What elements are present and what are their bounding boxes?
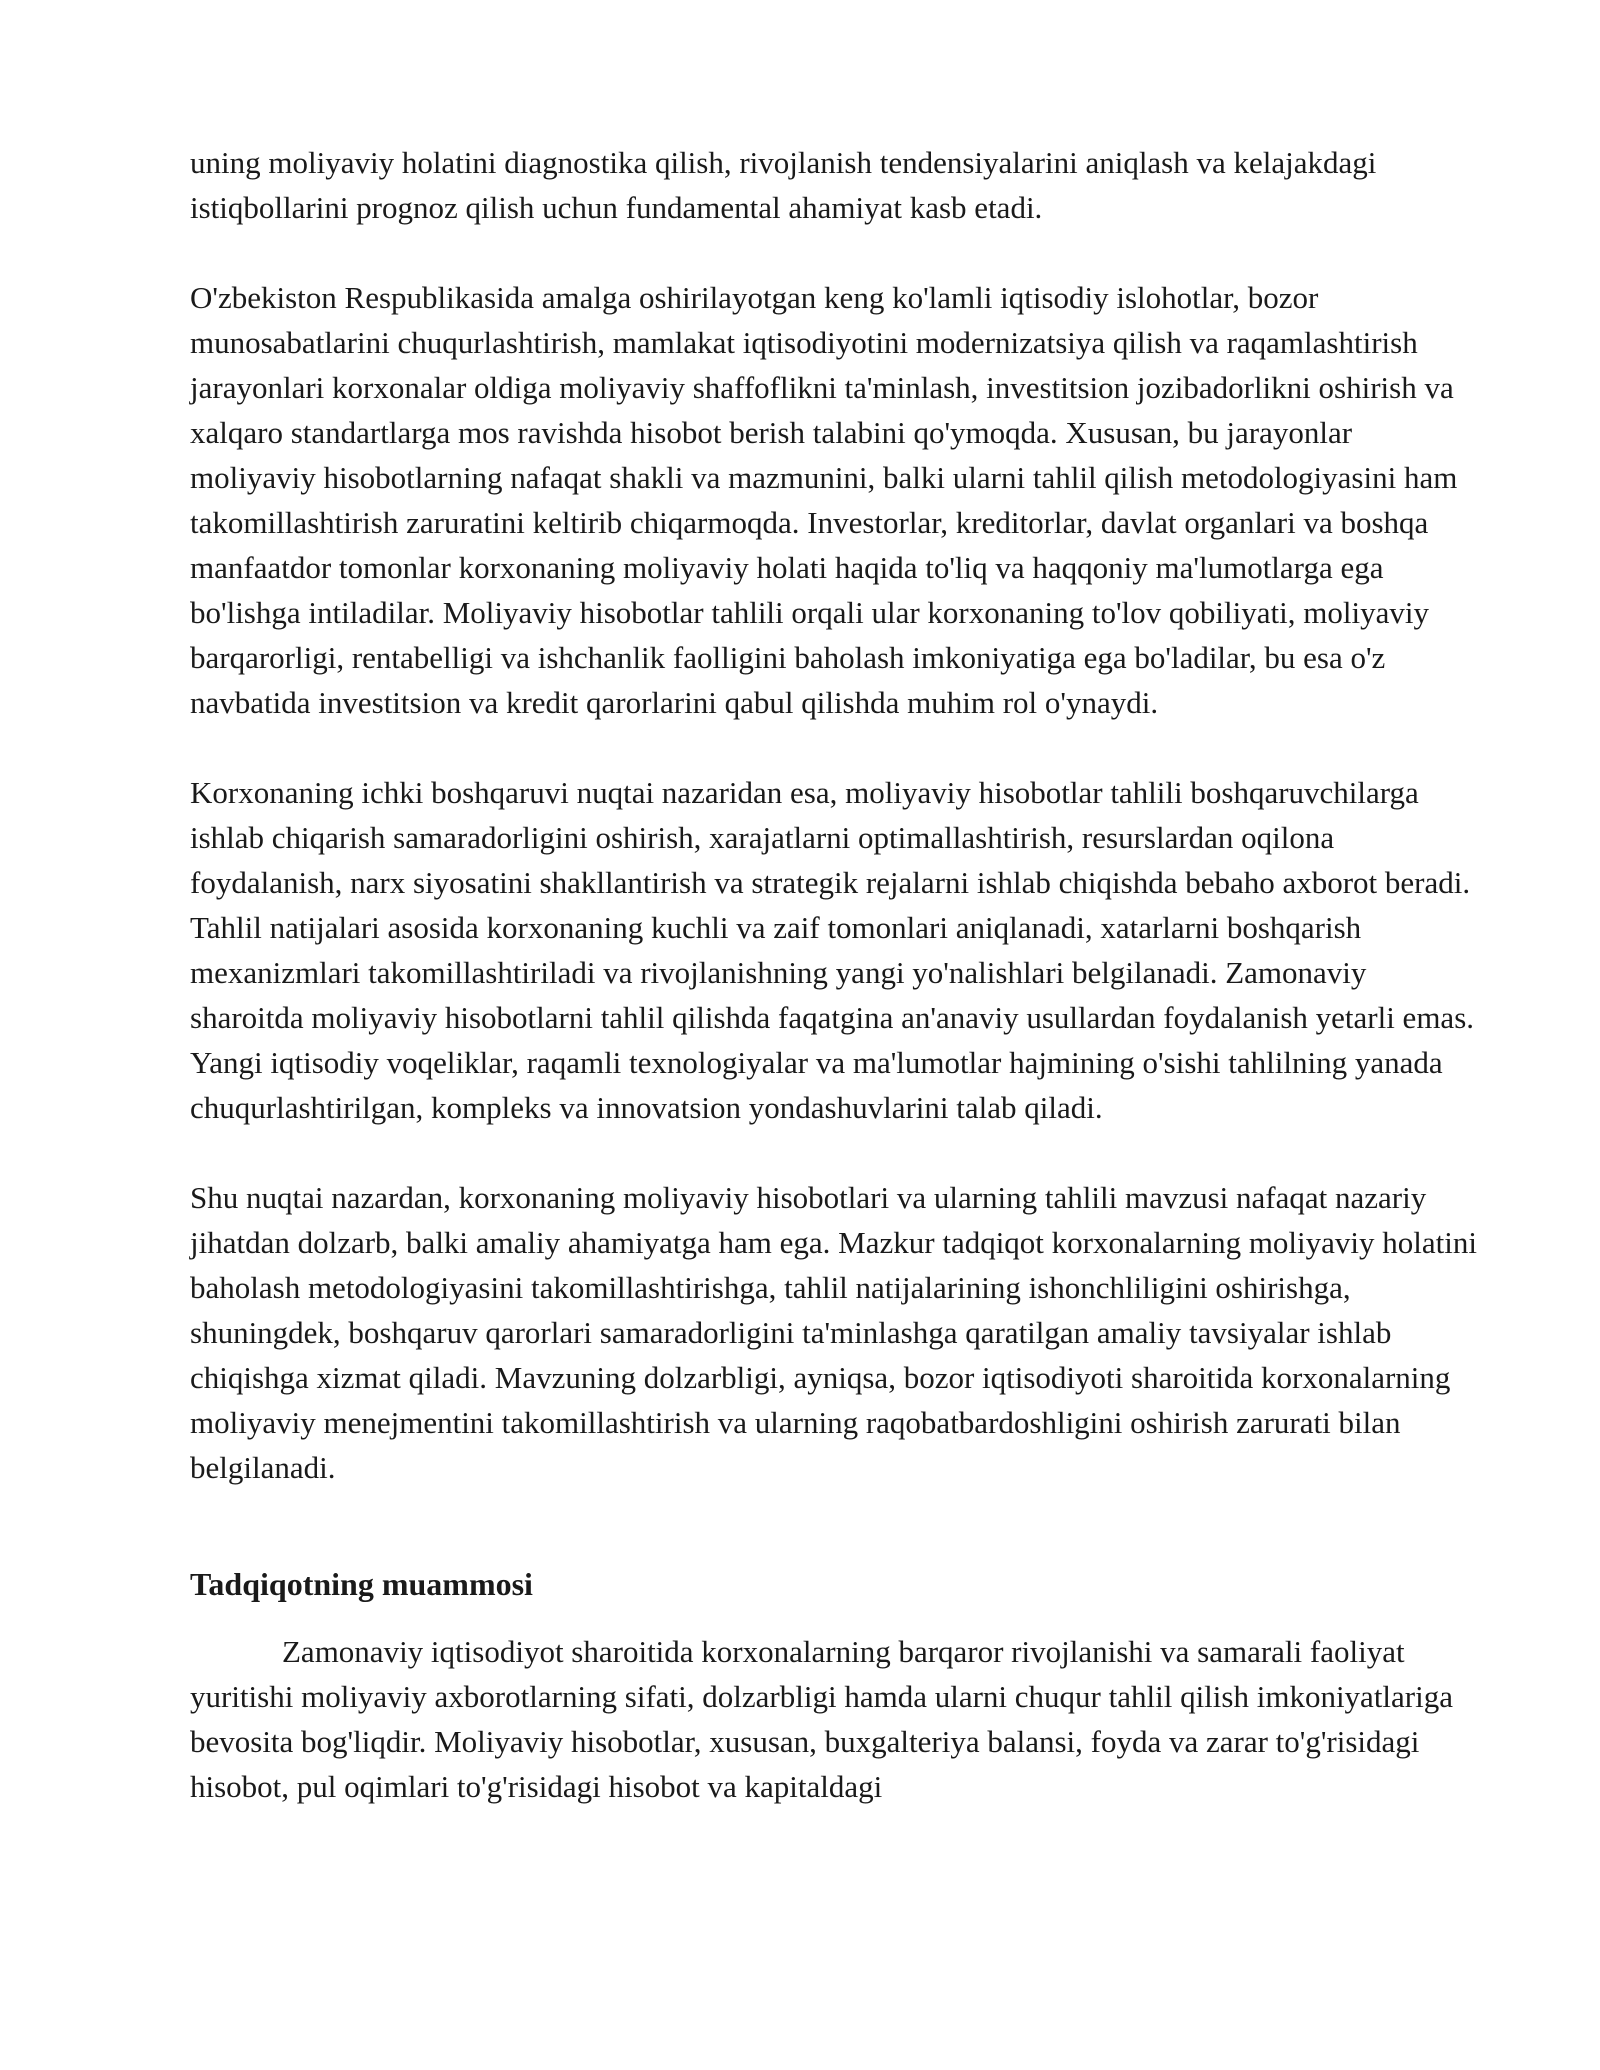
section-heading: Tadqiqotning muammosi bbox=[190, 1566, 533, 1602]
paragraph-3: Korxonaning ichki boshqaruvi nuqtai nazaridan esa, moliyaviy hisobotlar tahlili boshqaruvchilarga ishlab chiqarish samaradorligini oshirish, xarajatlarni optimallashtirish, resurslardan oqilona foydalanish, narx siyosatini shakllantirish va strategik rejalarni ishlab chiqishda bebaho axborot beradi. Tahlil natijalari asosida korxonaning kuchli va zaif tomonlari aniqlanadi, xatarlarni boshqarish mexanizmlari takomillashtiriladi va rivojlanishning yangi yo'nalishlari belgilanadi. Zamonaviy sharoitda moliyaviy hisobotlarni tahlil qilishda faqatgina an'anaviy usullardan foydalanish yetarli emas. Yangi iqtisodiy voqeliklar, raqamli texnologiyalar va ma'lumotlar hajmining o'sishi tahlilning yanada chuqurlashtirilgan, kompleks va innovatsion yondashuvlarini talab qiladi. bbox=[190, 775, 1475, 1125]
paragraph-1: uning moliyaviy holatini diagnostika qilish, rivojlanish tendensiyalarini aniqlash va kelajakdagi istiqbollarini prognoz qilish uchun fundamental ahamiyat kasb etadi. bbox=[190, 145, 1377, 225]
section-paragraph: Zamonaviy iqtisodiyot sharoitida korxonalarning barqaror rivojlanishi va samarali faoliyat yuritishi moliyaviy axborotlarning sifati, dolzarbligi hamda ularni chuqur tahlil qilish imkoniyatlariga bevosita bog'liqdir. Moliyaviy hisobotlar, xususan, buxgalteriya balansi, foyda va zarar to'g'risidagi hisobot, pul oqimlari to'g'risidagi hisobot va kapitaldagi bbox=[190, 1634, 1453, 1804]
document-body bbox=[190, 140, 1480, 1854]
paragraph-2: O'zbekiston Respublikasida amalga oshirilayotgan keng ko'lamli iqtisodiy islohotlar, bozor munosabatlarini chuqurlashtirish, mamlakat iqtisodiyotini modernizatsiya qilish va raqamlashtirish jarayonlari korxonalar oldiga moliyaviy shaffoflikni ta'minlash, investitsion jozibadorlikni oshirish va xalqaro standartlarga mos ravishda hisobot berish talabini qo'ymoqda. Xususan, bu jarayonlar moliyaviy hisobotlarning nafaqat shakli va mazmunini, balki ularni tahlil qilish metodologiyasini ham takomillashtirish zaruratini keltirib chiqarmoqda. Investorlar, kreditorlar, davlat organlari va boshqa manfaatdor tomonlar korxonaning moliyaviy holati haqida to'liq va haqqoniy ma'lumotlarga ega bo'lishga intiladilar. Moliyaviy hisobotlar tahlili orqali ular korxonaning to'lov qobiliyati, moliyaviy barqarorligi, rentabelligi va ishchanlik faolligini baholash imkoniyatiga ega bo'ladilar, bu esa o'z navbatida investitsion va kredit qarorlarini qabul qilishda muhim rol o'ynaydi. bbox=[190, 280, 1458, 720]
paragraph-4: Shu nuqtai nazardan, korxonaning moliyaviy hisobotlari va ularning tahlili mavzusi nafaqat nazariy jihatdan dolzarb, balki amaliy ahamiyatga ham ega. Mazkur tadqiqot korxonalarning moliyaviy holatini baholash metodologiyasini takomillashtirishga, tahlil natijalarining ishonchliligini oshirishga, shuningdek, boshqaruv qarorlari samaradorligini ta'minlashga qaratilgan amaliy tavsiyalar ishlab chiqishga xizmat qiladi. Mavzuning dolzarbligi, ayniqsa, bozor iqtisodiyoti sharoitida korxonalarning moliyaviy menejmentini takomillashtirish va ularning raqobatbardoshligini oshirish zarurati bilan belgilanadi. bbox=[190, 1180, 1477, 1485]
